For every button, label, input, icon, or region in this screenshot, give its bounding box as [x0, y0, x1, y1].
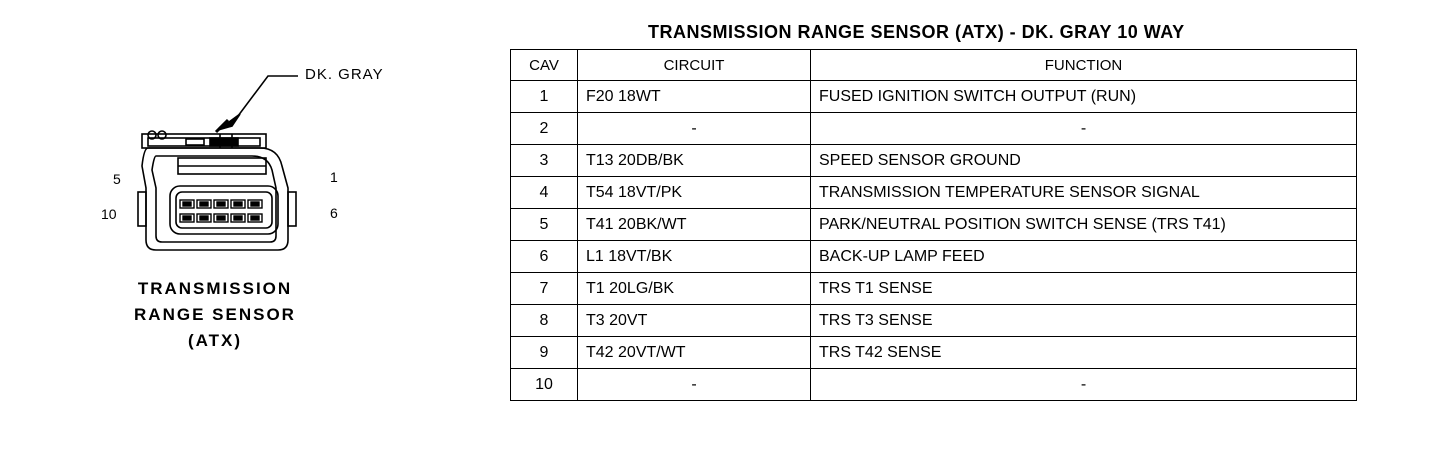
cell-cav: 6 [511, 241, 578, 273]
cell-function: - [811, 113, 1357, 145]
cell-function: PARK/NEUTRAL POSITION SWITCH SENSE (TRS T41) [811, 209, 1357, 241]
cell-circuit: T54 18VT/PK [578, 177, 811, 209]
pin-label-5: 5 [113, 171, 121, 187]
color-callout: DK. GRAY [305, 66, 384, 83]
table-row [511, 177, 1357, 209]
cell-cav: 4 [511, 177, 578, 209]
cell-function: TRS T42 SENSE [811, 337, 1357, 369]
table-row [511, 305, 1357, 337]
caption-line-1: TRANSMISSION [137, 279, 293, 298]
connector-diagram [100, 60, 320, 270]
cell-circuit: T42 20VT/WT [578, 337, 811, 369]
header-circuit: CIRCUIT [578, 50, 811, 81]
table-row [511, 241, 1357, 273]
connector-caption [110, 276, 320, 354]
cell-cav: 2 [511, 113, 578, 145]
table-row [511, 337, 1357, 369]
terminal-block [170, 186, 278, 234]
caption-line-3: (ATX) [187, 331, 243, 350]
caption-line-2: RANGE SENSOR [134, 305, 296, 324]
pin-label-6: 6 [330, 205, 338, 221]
cell-function: - [811, 369, 1357, 401]
cell-circuit: T3 20VT [578, 305, 811, 337]
cell-circuit: L1 18VT/BK [578, 241, 811, 273]
cavity-row-bottom [180, 214, 262, 222]
table-row [511, 273, 1357, 305]
cell-cav: 9 [511, 337, 578, 369]
pinout-table [510, 49, 1357, 401]
connector-latch [142, 131, 266, 148]
cell-circuit: T1 20LG/BK [578, 273, 811, 305]
cell-circuit: F20 18WT [578, 81, 811, 113]
cell-function: TRS T3 SENSE [811, 305, 1357, 337]
table-row [511, 369, 1357, 401]
cell-cav: 8 [511, 305, 578, 337]
cell-cav: 1 [511, 81, 578, 113]
table-row [511, 145, 1357, 177]
pin-label-10: 10 [101, 206, 117, 222]
cell-circuit: T41 20BK/WT [578, 209, 811, 241]
callout-leader [216, 76, 298, 132]
pin-label-1: 1 [330, 169, 338, 185]
cell-cav: 3 [511, 145, 578, 177]
cell-function: TRS T1 SENSE [811, 273, 1357, 305]
table-row [511, 81, 1357, 113]
cell-function: BACK-UP LAMP FEED [811, 241, 1357, 273]
header-function: FUNCTION [811, 50, 1357, 81]
cell-function: SPEED SENSOR GROUND [811, 145, 1357, 177]
cell-cav: 7 [511, 273, 578, 305]
header-cav: CAV [511, 50, 578, 81]
table-title: TRANSMISSION RANGE SENSOR (ATX) - DK. GRAY 10 WAY [648, 22, 1185, 42]
cavity-row-top [180, 200, 262, 208]
table-row [511, 113, 1357, 145]
cell-circuit: T13 20DB/BK [578, 145, 811, 177]
cell-function: FUSED IGNITION SWITCH OUTPUT (RUN) [811, 81, 1357, 113]
cell-cav: 10 [511, 369, 578, 401]
table-row [511, 209, 1357, 241]
cell-circuit: - [578, 369, 811, 401]
cell-cav: 5 [511, 209, 578, 241]
table-header-row [511, 50, 1357, 81]
cell-circuit: - [578, 113, 811, 145]
cell-function: TRANSMISSION TEMPERATURE SENSOR SIGNAL [811, 177, 1357, 209]
